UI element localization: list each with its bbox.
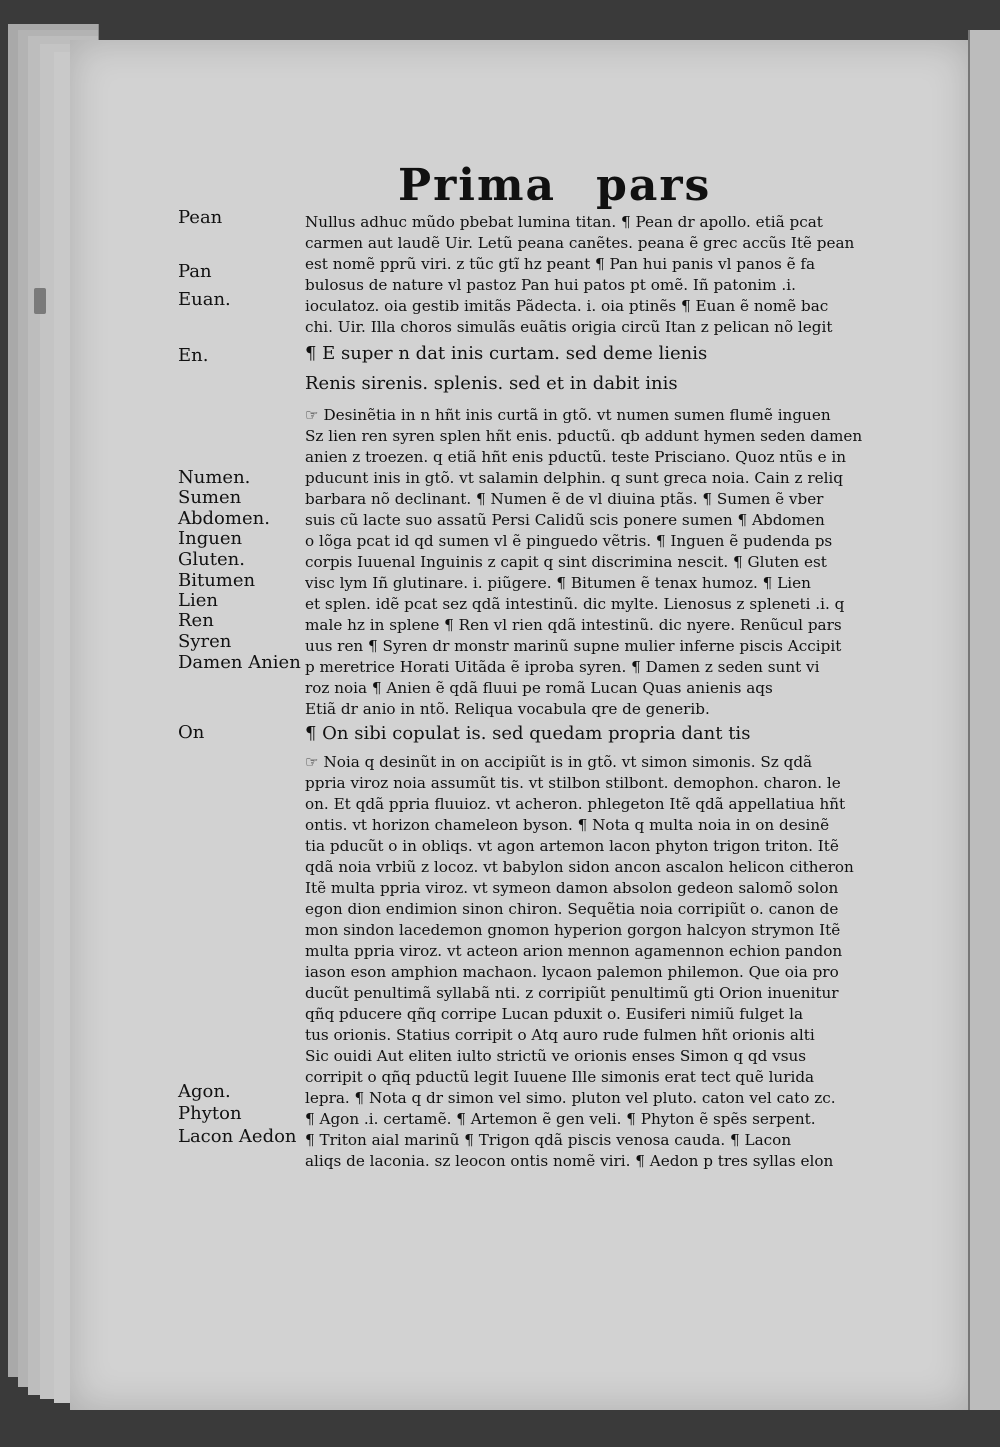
text-line: o lõga pcat id qd sumen vl ẽ pinguedo vẽtris. ¶ Inguen ẽ pudenda ps [305, 532, 833, 550]
text-line: ppria viroz noia assumũt tis. vt stilbon stilbont. demophon. charon. le [305, 774, 841, 792]
text-line: suis cũ lacte suo assatũ Persi Calidũ scis ponere sumen ¶ Abdomen [305, 511, 825, 529]
margin-note-on: On [178, 722, 205, 743]
text-line: barbara nõ declinant. ¶ Numen ẽ de vl diuina ptãs. ¶ Sumen ẽ vber [305, 490, 824, 508]
margin-note-inguen: Inguen [178, 528, 243, 549]
text-line: carmen aut laudẽ Uir. Letũ peana canẽtes. peana ẽ grec accũs Itẽ pean [305, 234, 855, 252]
margin-note-ren: Ren [178, 610, 214, 631]
margin-note-lacon-aedon: Lacon Aedon [178, 1126, 297, 1147]
text-line: est nomẽ pprũ viri. z tũc gtĩ hz peant ¶ Pan hui panis vl panos ẽ fa [305, 255, 816, 273]
margin-note-syren: Syren [178, 631, 232, 652]
text-line: pducunt inis in gtõ. vt salamin delphin. q sunt greca noia. Cain z reliq [305, 469, 844, 487]
margin-note-euan: Euan. [178, 289, 231, 310]
text-line: et splen. idẽ pcat sez qdã intestinũ. dic mylte. Lienosus z spleneti .i. q [305, 595, 845, 613]
margin-note-sumen: Sumen [178, 487, 242, 508]
margin-note-phyton: Phyton [178, 1103, 242, 1124]
margin-note-abdomen: Abdomen. [178, 508, 270, 529]
text-line: qñq pducere qñq corripe Lucan pduxit o. Eusiferi nimiũ fulget la [305, 1005, 804, 1023]
text-line: anien z troezen. q etiã hñt enis pductũ. teste Prisciano. Quoz ntũs e in [305, 448, 847, 466]
text-line: ¶ Agon .i. certamẽ. ¶ Artemon ẽ gen veli. ¶ Phyton ẽ spẽs serpent. [305, 1110, 816, 1128]
margin-note-gluten: Gluten. [178, 549, 245, 570]
text-line: iason eson amphion machaon. lycaon palemon philemon. Que oia pro [305, 963, 839, 981]
text-line: uus ren ¶ Syren dr monstr marinũ supne mulier inferne piscis Accipit [305, 637, 842, 655]
text-line: male hz in splene ¶ Ren vl rien qdã intestinũ. dic nyere. Renũcul pars [305, 616, 842, 634]
text-line: mon sindon lacedemon gnomon hyperion gorgon halcyon strymon Itẽ [305, 921, 841, 939]
right-page-edge [968, 30, 1000, 1410]
verse-line: Renis sirenis. splenis. sed et in dabit inis [305, 374, 678, 394]
text-line: ducũt penultimã syllabã nti. z corripiũt penultimũ gti Orion inuenitur [305, 984, 839, 1002]
text-line: Sic ouidi Aut eliten iulto strictũ ve orionis enses Simon q qd vsus [305, 1047, 807, 1065]
text-line: ioculatoz. oia gestib imitãs Pãdecta. i. oia ptinẽs ¶ Euan ẽ nomẽ bac [305, 297, 829, 315]
text-line: lepra. ¶ Nota q dr simon vel simo. pluton vel pluto. caton vel cato zc. [305, 1089, 836, 1107]
margin-note-numen: Numen. [178, 467, 251, 488]
text-line: bulosus de nature vl pastoz Pan hui patos pt omẽ. Iñ patonim .i. [305, 276, 796, 294]
running-head [398, 160, 712, 216]
margin-note-pean: Pean [178, 207, 223, 228]
text-line: multa ppria viroz. vt acteon arion mennon agamennon echion pandon [305, 942, 843, 960]
verse-line: ¶ E super n dat inis curtam. sed deme lienis [305, 344, 708, 364]
text-line: corpis Iuuenal Inguinis z capit q sint discrimina nescit. ¶ Gluten est [305, 553, 827, 571]
running-head-word-1: Prima [398, 160, 557, 211]
margin-note-agon: Agon. [178, 1081, 231, 1102]
margin-note-en: En. [178, 345, 209, 366]
text-line: tia pducũt o in obliqs. vt agon artemon lacon phyton trigon triton. Itẽ [305, 837, 839, 855]
running-head-word-2: pars [596, 160, 712, 211]
text-line: ☞ Noia q desinũt in on accipiũt is in gtõ. vt simon simonis. Sz qdã [305, 753, 813, 771]
text-line: roz noia ¶ Anien ẽ qdã fluui pe romã Lucan Quas anienis aqs [305, 679, 773, 697]
text-line: ¶ Triton aial marinũ ¶ Trigon qdã piscis venosa cauda. ¶ Lacon [305, 1131, 792, 1149]
verse-line: ¶ On sibi copulat is. sed quedam propria dant tis [305, 724, 751, 744]
text-line: Etiã dr anio in ntõ. Reliqua vocabula qre de generib. [305, 700, 710, 718]
text-line: qdã noia vrbiũ z locoz. vt babylon sidon ancon ascalon helicon citheron [305, 858, 854, 876]
text-line: egon dion endimion sinon chiron. Sequẽtia noia corripiũt o. canon de [305, 900, 839, 918]
text-line: tus orionis. Statius corripit o Atq auro rude fulmen hñt orionis alti [305, 1026, 815, 1044]
text-line: ontis. vt horizon chameleon byson. ¶ Nota q multa noia in on desinẽ [305, 816, 830, 834]
margin-note-damen-anien: Damen Anien [178, 652, 301, 673]
text-line: aliqs de laconia. sz leocon ontis nomẽ viri. ¶ Aedon p tres syllas elon [305, 1152, 834, 1170]
margin-note-pan: Pan [178, 261, 212, 282]
text-line: Nullus adhuc mũdo pbebat lumina titan. ¶ Pean dr apollo. etiã pcat [305, 213, 823, 231]
text-line: Itẽ multa ppria viroz. vt symeon damon absolon gedeon salomõ solon [305, 879, 839, 897]
text-line: corripit o qñq pductũ legit Iuuene Ille simonis erat tect quẽ lurida [305, 1068, 815, 1086]
text-line: on. Et qdã ppria fluuioz. vt acheron. phlegeton Itẽ qdã appellatiua hñt [305, 795, 846, 813]
text-line: ☞ Desinẽtia in n hñt inis curtã in gtõ. vt numen sumen flumẽ inguen [305, 406, 831, 424]
text-line: p meretrice Horati Uitãda ẽ iproba syren. ¶ Damen z seden sunt vi [305, 658, 820, 676]
margin-note-lien: Lien [178, 590, 218, 611]
text-line: chi. Uir. Illa choros simulãs euãtis origia circũ Itan z pelican nõ legit [305, 318, 833, 336]
margin-note-bitumen: Bitumen [178, 570, 256, 591]
text-line: visc lym Iñ glutinare. i. piũgere. ¶ Bitumen ẽ tenax humoz. ¶ Lien [305, 574, 811, 592]
binding-clasp [34, 288, 46, 314]
text-line: Sz lien ren syren splen hñt enis. pductũ. qb addunt hymen seden damen [305, 427, 863, 445]
